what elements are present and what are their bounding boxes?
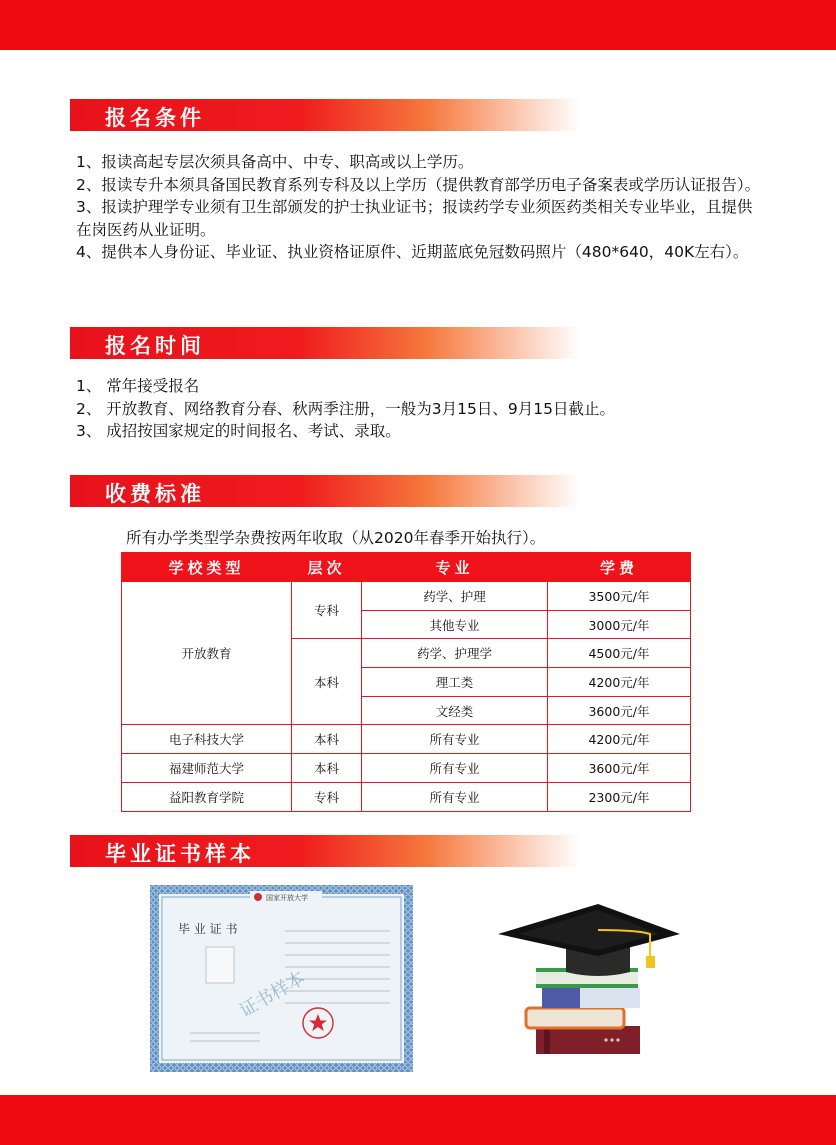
list-item: 1、 常年接受报名 xyxy=(76,377,200,395)
section-title-fees: 收费标准 xyxy=(105,482,205,506)
section-header-time xyxy=(70,327,580,359)
school-cell: 开放教育 xyxy=(122,582,292,725)
level-cell: 本科 xyxy=(292,754,362,783)
graduation-cap-books-image xyxy=(498,900,680,1060)
top-red-bar xyxy=(0,0,836,50)
cert-university-text: 国家开放大学 xyxy=(266,894,308,902)
conditions-list xyxy=(76,151,766,264)
table-row xyxy=(122,754,691,783)
cert-heading-text: 毕 业 证 书 xyxy=(178,922,238,936)
fees-note: 所有办学类型学杂费按两年收取（从2020年春季开始执行）。 xyxy=(126,529,546,547)
column-header-school: 学校类型 xyxy=(122,553,292,582)
fee-cell: 3500元/年 xyxy=(548,582,691,611)
major-cell: 药学、护理学 xyxy=(362,639,548,668)
list-item: 1、报读高起专层次须具备高中、中专、职高或以上学历。 xyxy=(76,153,474,171)
major-cell: 所有专业 xyxy=(362,782,548,811)
level-cell: 本科 xyxy=(292,725,362,754)
column-header-level: 层次 xyxy=(292,553,362,582)
school-cell: 电子科技大学 xyxy=(122,725,292,754)
fee-cell: 3000元/年 xyxy=(548,610,691,639)
section-header-conditions xyxy=(70,99,580,131)
table-row xyxy=(122,725,691,754)
level-cell: 专科 xyxy=(292,782,362,811)
column-header-fee: 学费 xyxy=(548,553,691,582)
fee-cell: 4200元/年 xyxy=(548,725,691,754)
column-header-major: 专业 xyxy=(362,553,548,582)
major-cell: 文经类 xyxy=(362,696,548,725)
fee-cell: 4200元/年 xyxy=(548,668,691,697)
fee-cell: 4500元/年 xyxy=(548,639,691,668)
section-title-certificate: 毕业证书样本 xyxy=(105,842,255,866)
table-row xyxy=(122,582,691,611)
school-cell: 福建师范大学 xyxy=(122,754,292,783)
major-cell: 药学、护理 xyxy=(362,582,548,611)
major-cell: 理工类 xyxy=(362,668,548,697)
school-cell: 益阳教育学院 xyxy=(122,782,292,811)
list-item: 3、 成招按国家规定的时间报名、考试、录取。 xyxy=(76,422,401,440)
fee-cell: 3600元/年 xyxy=(548,754,691,783)
section-title-time: 报名时间 xyxy=(105,334,205,358)
fee-cell: 2300元/年 xyxy=(548,782,691,811)
level-cell: 本科 xyxy=(292,639,362,725)
list-item: 3、报读护理学专业须有卫生部颁发的护士执业证书；报读药学专业须医药类相关专业毕业，且提供在岗医药从业证明。 xyxy=(76,198,753,239)
major-cell: 所有专业 xyxy=(362,754,548,783)
list-item: 4、提供本人身份证、毕业证、执业资格证原件、近期蓝底免冠数码照片（480*640，40K左右）。 xyxy=(76,243,749,261)
table-row xyxy=(122,782,691,811)
list-item: 2、 开放教育、网络教育分春、秋两季注册，一般为3月15日、9月15日截止。 xyxy=(76,399,615,418)
certificate-sample-image xyxy=(150,885,413,1072)
list-item: 2、报读专升本须具备国民教育系列专科及以上学历（提供教育部学历电子备案表或学历认证报告）。 xyxy=(76,175,761,194)
major-cell: 其他专业 xyxy=(362,610,548,639)
level-cell: 专科 xyxy=(292,582,362,639)
cert-watermark-text: 证书样本 xyxy=(236,967,309,1022)
section-title-conditions: 报名条件 xyxy=(105,106,205,130)
table-header-row xyxy=(122,553,691,582)
section-header-fees xyxy=(70,475,580,507)
fee-table xyxy=(121,552,690,812)
time-list xyxy=(76,375,766,443)
section-header-certificate xyxy=(70,835,580,867)
bottom-red-bar xyxy=(0,1095,836,1145)
major-cell: 所有专业 xyxy=(362,725,548,754)
fee-cell: 3600元/年 xyxy=(548,696,691,725)
